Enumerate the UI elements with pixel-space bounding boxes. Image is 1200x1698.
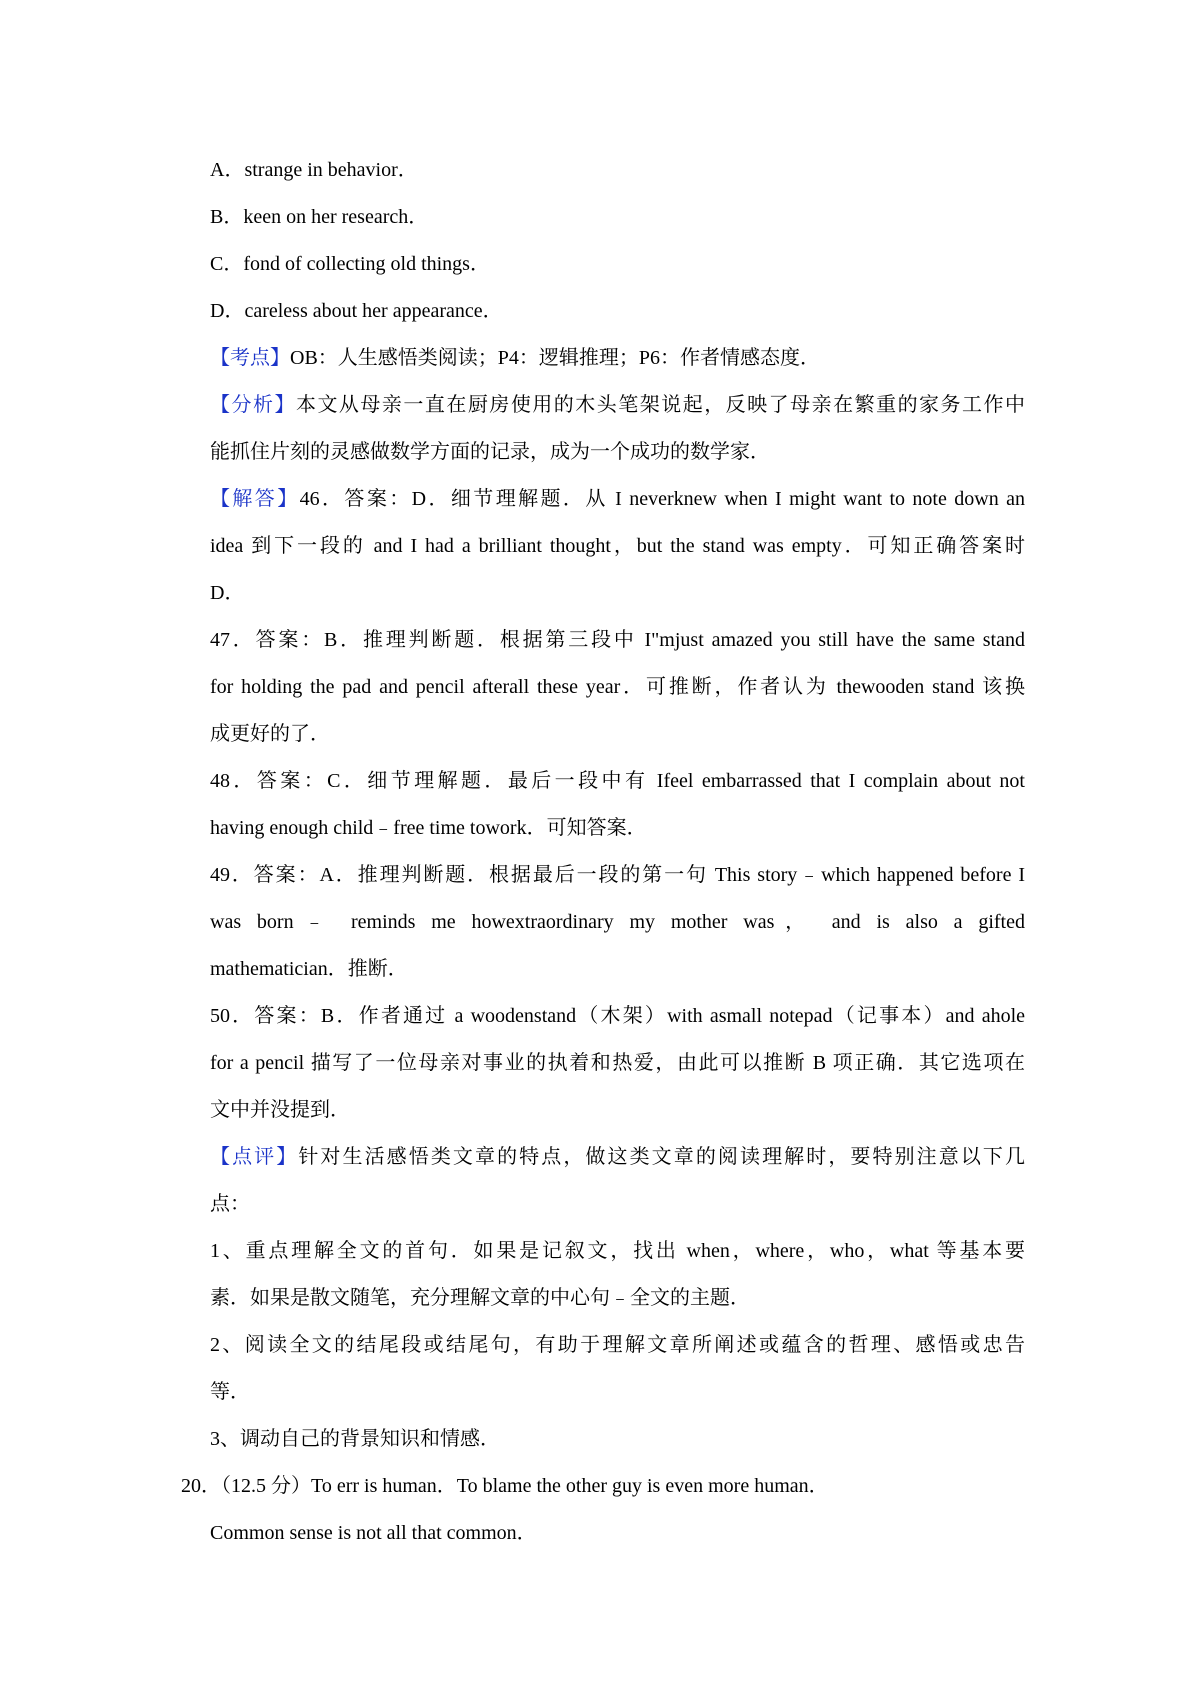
fenxi-line-2: 能抓住片刻的灵感做数学方面的记录，成为一个成功的数学家． (210, 441, 770, 463)
dianping-point-2-line-1: 2、阅读全文的结尾段或结尾句，有助于理解文章所阐述或蕴含的哲理、感悟或忠告 (210, 1334, 1025, 1356)
answer-49-line-3: mathematician．推断． (210, 958, 408, 980)
kaodian-tag: 【考点】 (210, 347, 290, 369)
answer-50-line-3: 文中并没提到． (210, 1099, 350, 1121)
answer-49-line-1: 49．答案：A．推理判断题．根据最后一段的第一句 This story﹣which happened before I (210, 864, 1025, 886)
option-d: D．careless about her appearance． (210, 300, 503, 322)
kaodian-text: OB：人生感悟类阅读；P4：逻辑推理；P6：作者情感态度． (290, 347, 821, 369)
dianping-line-1 (210, 1143, 1025, 1171)
fenxi-line-1 (210, 391, 1025, 419)
answer-48-line-1: 48．答案：C．细节理解题．最后一段中有 Ifeel embarrassed that I complain about not (210, 770, 1025, 792)
jieda-line-3: D． (210, 582, 245, 604)
jieda-text-1: 46．答案：D．细节理解题．从 I neverknew when I might want to note down an (299, 488, 1025, 510)
kaodian-paragraph (210, 344, 1025, 372)
question-20-line-2: Common sense is not all that common． (210, 1522, 537, 1544)
jieda-line-2: idea 到下一段的 and I had a brilliant thought，but the stand was empty．可知正确答案时 (210, 535, 1025, 557)
dianping-point-3: 3、调动自己的背景知识和情感． (210, 1428, 500, 1450)
answer-49-line-2: was born﹣ reminds me howextraordinary my mother was， and is also a gifted (210, 911, 1025, 933)
answer-50-line-2: for a pencil 描写了一位母亲对事业的执着和热爱，由此可以推断 B 项正确．其它选项在 (210, 1052, 1025, 1074)
fenxi-tag: 【分析】 (210, 394, 296, 416)
answer-47-line-3: 成更好的了． (210, 723, 330, 745)
dianping-line-2: 点： (210, 1193, 250, 1215)
dianping-text-1: 针对生活感悟类文章的特点，做这类文章的阅读理解时，要特别注意以下几 (298, 1146, 1026, 1168)
answer-48-line-2: having enough child﹣free time towork．可知答案． (210, 817, 647, 839)
option-b: B．keen on her research． (210, 206, 429, 228)
answer-50-line-1: 50．答案：B．作者通过 a woodenstand（木架）with asmall notepad（记事本）and ahole (210, 1005, 1025, 1027)
jieda-tag: 【解答】 (210, 488, 300, 510)
option-c: C．fond of collecting old things． (210, 253, 490, 275)
fenxi-text-1: 本文从母亲一直在厨房使用的木头笔架说起，反映了母亲在繁重的家务工作中 (295, 394, 1026, 416)
answer-47-line-1: 47．答案：B．推理判断题．根据第三段中 I"mjust amazed you still have the same stand (210, 629, 1025, 651)
dianping-point-1-line-2: 素．如果是散文随笔，充分理解文章的中心句﹣全文的主题． (210, 1287, 750, 1309)
dianping-tag: 【点评】 (210, 1146, 299, 1168)
jieda-line-1 (210, 485, 1025, 513)
answer-47-line-2: for holding the pad and pencil afterall these year．可推断，作者认为 thewooden stand 该换 (210, 676, 1025, 698)
dianping-point-2-line-2: 等． (210, 1381, 250, 1403)
option-a: A．strange in behavior． (210, 159, 418, 181)
question-20-line-1: 20．（12.5 分）To err is human．To blame the other guy is even more human． (181, 1475, 829, 1497)
dianping-point-1-line-1: 1、重点理解全文的首句．如果是记叙文，找出 when，where，who，what 等基本要 (210, 1240, 1025, 1262)
